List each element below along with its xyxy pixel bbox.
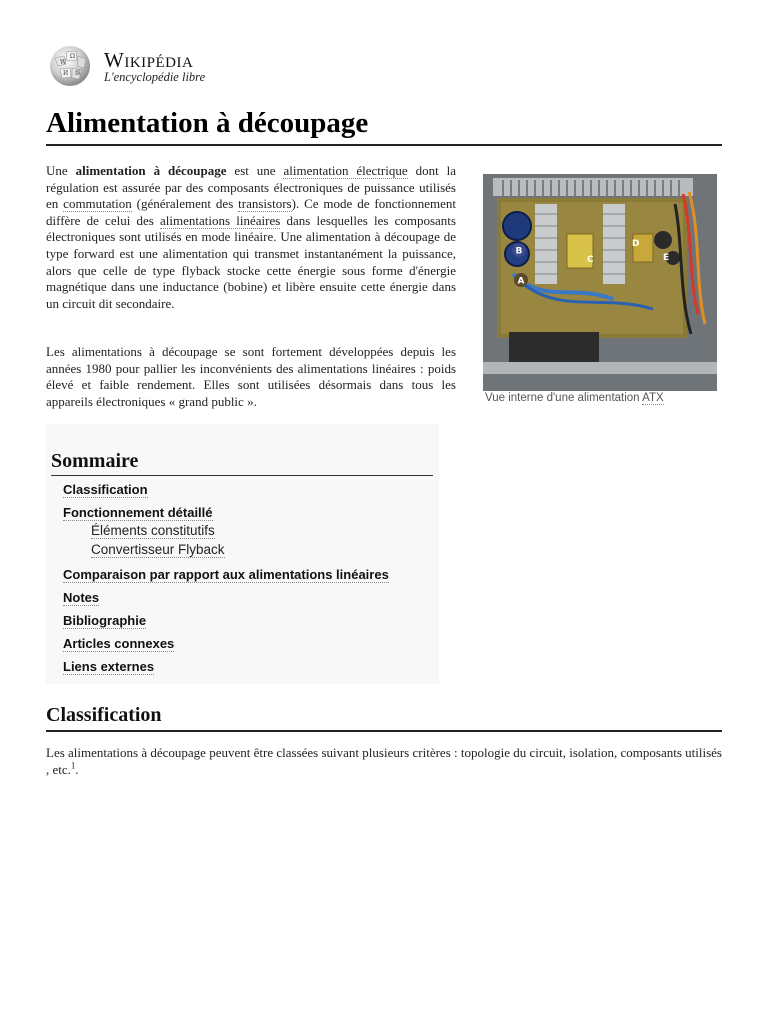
reference-link[interactable]: 1: [70, 760, 76, 771]
wikipedia-logo[interactable]: [46, 44, 246, 90]
toc-item-notes[interactable]: Notes: [63, 590, 100, 605]
inline-link[interactable]: alimentations linéaires: [160, 212, 281, 228]
svg-text:E: E: [663, 253, 670, 263]
toc-item-comparaison[interactable]: Comparaison par rapport aux alimentations linéaires: [63, 567, 389, 582]
table-of-contents: [46, 424, 439, 684]
toc-item-bibliographie[interactable]: Bibliographie: [63, 613, 147, 628]
text-run: dont la régulation est assurée par des composants électroniques de puissance utilisés en: [46, 163, 456, 212]
text-run: Une: [46, 163, 76, 178]
inline-link[interactable]: commutation: [63, 196, 132, 212]
page-title: Alimentation à découpage: [46, 104, 722, 146]
text-run: est une: [226, 163, 284, 178]
tagline: L'encyclopédie libre: [104, 70, 206, 84]
svg-text:C: C: [587, 255, 594, 265]
wordmark: Wikipédia: [104, 48, 194, 72]
toc-item-flyback[interactable]: Convertisseur Flyback: [91, 542, 225, 557]
inline-link[interactable]: alimentation électrique: [283, 163, 408, 178]
svg-text:Ω: Ω: [70, 53, 75, 60]
svg-text:D: D: [632, 239, 640, 249]
classification-paragraph: Les alimentations à découpage peuvent être classées suivant plusieurs critères : topologie du circuit, isolation, composants utilisés , etc.$^1$.: [46, 745, 722, 777]
section-heading-classification: Classification: [46, 704, 722, 732]
wikipedia-globe-icon: [46, 44, 94, 88]
bold-term: alimentation à découpage: [75, 163, 227, 178]
toc-title: Sommaire: [51, 450, 433, 476]
toc-item-classification[interactable]: Classification: [63, 482, 148, 497]
atx-link[interactable]: ATX: [642, 392, 664, 404]
text-run: ). Ce mode de fonctionnement diffère de celui des: [46, 196, 456, 228]
intro-paragraph-1: [46, 163, 456, 312]
figure-caption: Vue interne d'une alimentation ATX: [485, 392, 664, 404]
intro-paragraph-2: Les alimentations à découpage se sont fortement développées depuis les années 1980 pour pallier les inconvénients des alimentations linéaires : poids élevé et faible rendement. Elles sont utilisées désormais dans tous les appareils électroniques « grand public ».: [46, 344, 456, 409]
svg-text:W: W: [60, 59, 67, 66]
text-run: (généralement des: [131, 196, 239, 212]
svg-text:維: 維: [75, 70, 82, 77]
toc-item-fonctionnement[interactable]: Fonctionnement détaillé: [63, 505, 213, 520]
text-run: dans lesquelles les composants électroniques sont utilisés en mode linéaire. Une alimentation à découpage de type forward est une alimentation qui transmet instantanément la puissance, alors que celle de type flyback stocke cette énergie sous forme d'énergie magnétique dans une inductance (bobine) et libère ensuite cette énergie dans un circuit dit secondaire.: [46, 212, 456, 311]
toc-item-liens-externes[interactable]: Liens externes: [63, 659, 155, 674]
svg-text:B: B: [515, 246, 523, 257]
power-supply-illustration: [483, 174, 717, 391]
toc-item-articles-connexes[interactable]: Articles connexes: [63, 636, 175, 651]
atx-power-supply-image[interactable]: [483, 174, 717, 391]
svg-text:И: И: [63, 70, 69, 77]
inline-link[interactable]: transistors: [238, 196, 292, 212]
svg-text:A: A: [517, 276, 525, 287]
toc-item-elements[interactable]: Éléments constitutifs: [91, 523, 215, 538]
